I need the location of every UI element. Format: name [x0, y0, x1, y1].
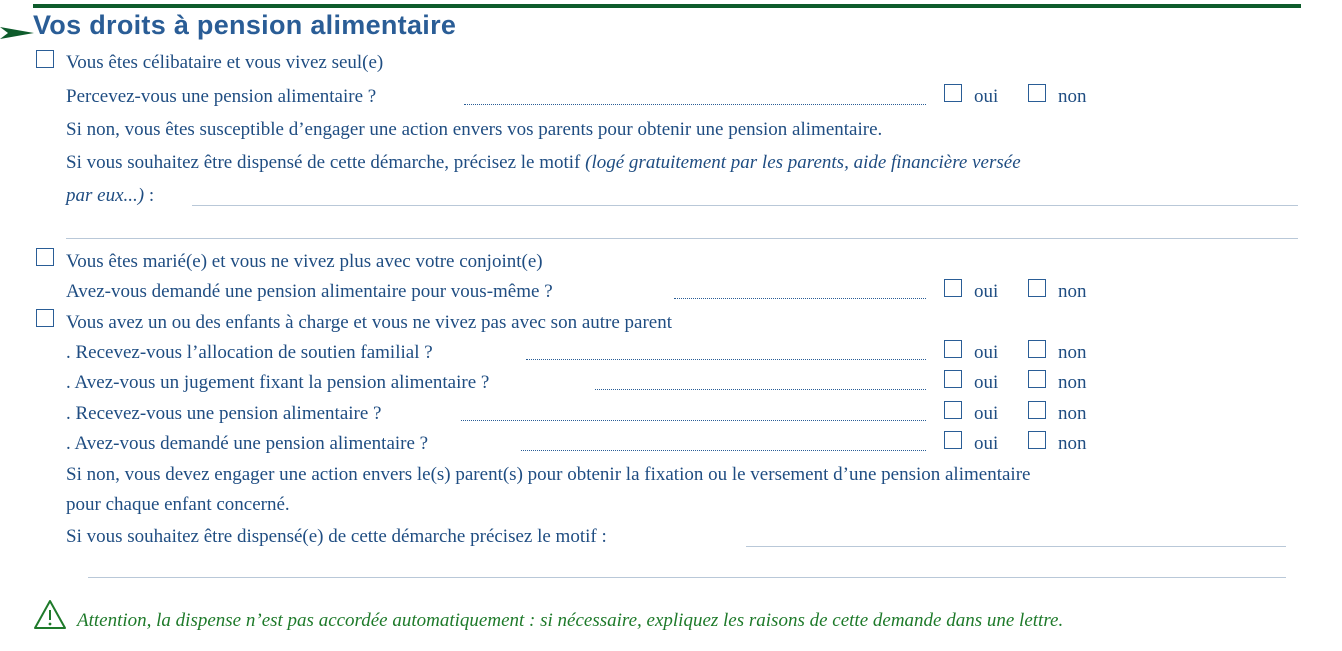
dispense-example: (logé gratuitement par les parents, aide financière versée: [585, 152, 1021, 173]
enfants-info-line2: pour chaque enfant concerné.: [66, 494, 290, 515]
question-pension-demandee: Avez-vous demandé une pension alimentaire pour vous-même ?: [66, 281, 553, 302]
motif-input-line-2[interactable]: [66, 238, 1298, 239]
non-checkbox[interactable]: [1028, 370, 1046, 388]
oui-label: oui: [974, 403, 999, 424]
non-label: non: [1058, 372, 1087, 393]
dotted-leader: [521, 450, 926, 451]
non-label: non: [1058, 281, 1087, 302]
oui-checkbox[interactable]: [944, 340, 962, 358]
non-label: non: [1058, 403, 1087, 424]
oui-label: oui: [974, 372, 999, 393]
motif-input-line-2[interactable]: [88, 577, 1286, 578]
warning-icon: [33, 599, 67, 631]
dotted-leader: [464, 104, 926, 105]
oui-label: oui: [974, 433, 999, 454]
arrow-icon: [0, 24, 34, 42]
oui-checkbox[interactable]: [944, 279, 962, 297]
non-label: non: [1058, 433, 1087, 454]
warning-text: Attention, la dispense n’est pas accordée automatiquement : si nécessaire, expliquez les raisons de cette demande dans une lettre.: [77, 610, 1064, 631]
oui-checkbox[interactable]: [944, 84, 962, 102]
motif-input-line[interactable]: [746, 546, 1286, 547]
celibataire-checkbox[interactable]: [36, 50, 54, 68]
oui-label: oui: [974, 281, 999, 302]
non-label: non: [1058, 342, 1087, 363]
question-pension-demandee-enfant: . Avez-vous demandé une pension alimentaire ?: [66, 433, 429, 454]
non-label: non: [1058, 86, 1087, 107]
question-pension-percue: Percevez-vous une pension alimentaire ?: [66, 86, 377, 107]
dispense-prefix: Si vous souhaitez être dispensé de cette démarche, précisez le motif: [66, 152, 586, 173]
dispense-example-end: par eux...): [66, 185, 145, 206]
celibataire-label: Vous êtes célibataire et vous vivez seul(e): [66, 52, 384, 73]
dotted-leader: [461, 420, 926, 421]
dotted-leader: [674, 298, 926, 299]
question-pension-recue: . Recevez-vous une pension alimentaire ?: [66, 403, 382, 424]
non-checkbox[interactable]: [1028, 431, 1046, 449]
header-bar: [33, 4, 1301, 8]
enfants-label: Vous avez un ou des enfants à charge et vous ne vivez pas avec son autre parent: [66, 312, 673, 333]
enfants-info-line1: Si non, vous devez engager une action envers le(s) parent(s) pour obtenir la fixation ou le versement d’une pension alimentaire: [66, 464, 1031, 485]
enfants-dispense: Si vous souhaitez être dispensé(e) de cette démarche précisez le motif :: [66, 526, 607, 547]
dotted-leader: [595, 389, 926, 390]
oui-checkbox[interactable]: [944, 431, 962, 449]
motif-input-line[interactable]: [192, 205, 1298, 206]
question-jugement: . Avez-vous un jugement fixant la pension alimentaire ?: [66, 372, 490, 393]
celibataire-dispense-line2: [66, 185, 154, 207]
section-title: Vos droits à pension alimentaire: [33, 10, 457, 40]
oui-checkbox[interactable]: [944, 370, 962, 388]
enfants-checkbox[interactable]: [36, 309, 54, 327]
oui-checkbox[interactable]: [944, 401, 962, 419]
marie-checkbox[interactable]: [36, 248, 54, 266]
question-asf: . Recevez-vous l’allocation de soutien familial ?: [66, 342, 433, 363]
oui-label: oui: [974, 342, 999, 363]
dispense-colon: :: [144, 185, 155, 206]
marie-label: Vous êtes marié(e) et vous ne vivez plus avec votre conjoint(e): [66, 251, 543, 272]
celibataire-info: Si non, vous êtes susceptible d’engager une action envers vos parents pour obtenir une pension alimentaire.: [66, 119, 883, 140]
non-checkbox[interactable]: [1028, 340, 1046, 358]
non-checkbox[interactable]: [1028, 279, 1046, 297]
non-checkbox[interactable]: [1028, 401, 1046, 419]
celibataire-dispense-line1: [66, 152, 1021, 174]
dotted-leader: [526, 359, 926, 360]
non-checkbox[interactable]: [1028, 84, 1046, 102]
oui-label: oui: [974, 86, 999, 107]
